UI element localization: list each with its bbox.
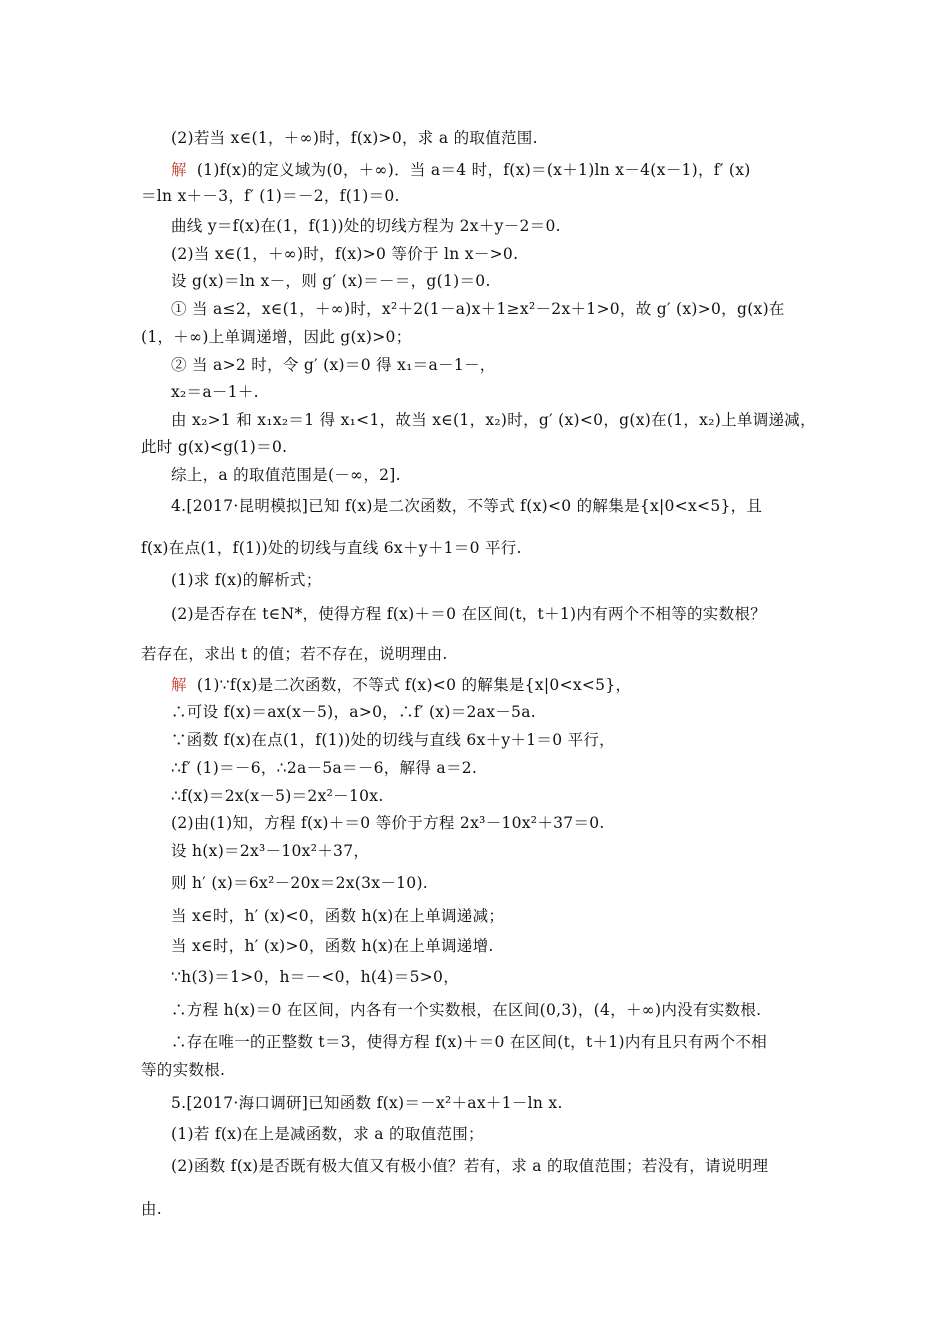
text-line bbox=[171, 465, 401, 485]
line-text: f(x)在点(1，f(1))处的切线与直线 6x＋y＋1＝0 平行. bbox=[141, 539, 522, 557]
text-line bbox=[171, 841, 369, 861]
text-line bbox=[171, 216, 561, 236]
line-text: 若存在，求出 t 的值；若不存在，说明理由. bbox=[141, 645, 448, 663]
line-text: ∴可设 f(x)＝ax(x－5)，a>0，∴f′ (x)＝2ax－5a. bbox=[171, 703, 536, 721]
line-text: ① 当 a≤2，x∈(1，＋∞)时，x²＋2(1－a)x＋1≥x²－2x＋1>0，故 g′ (x)>0，g(x)在 bbox=[171, 300, 785, 318]
line-text: 5.[2017·海口调研]已知函数 f(x)＝－x²＋ax＋1－ln x. bbox=[171, 1094, 563, 1112]
text-line bbox=[171, 271, 491, 291]
text-line bbox=[171, 873, 428, 893]
text-line bbox=[171, 382, 259, 402]
line-text: 4.[2017·昆明模拟]已知 f(x)是二次函数，不等式 f(x)<0 的解集是{x|0<x<5}，且 bbox=[171, 497, 763, 515]
text-line bbox=[171, 758, 477, 778]
line-text: ∵h(3)＝1>0，h＝－<0，h(4)＝5>0， bbox=[171, 968, 459, 986]
line-text: ＝ln x＋－3，f′ (1)＝－2，f(1)＝0. bbox=[141, 187, 400, 205]
solution-line bbox=[171, 675, 631, 695]
line-text: 设 h(x)＝2x³－10x²＋37， bbox=[171, 842, 370, 860]
text-line bbox=[171, 786, 384, 806]
text-line bbox=[171, 906, 504, 926]
text-line bbox=[141, 1060, 225, 1080]
text-line bbox=[141, 644, 448, 664]
text-line bbox=[171, 936, 494, 956]
line-text: ∵函数 f(x)在点(1，f(1))处的切线与直线 6x＋y＋1＝0 平行， bbox=[171, 731, 615, 749]
text-line bbox=[171, 570, 322, 590]
line-text: (1)求 f(x)的解析式； bbox=[171, 571, 322, 589]
solution-line bbox=[171, 160, 751, 180]
text-line bbox=[141, 437, 287, 457]
line-text: 当 x∈时，h′ (x)<0，函数 h(x)在上单调递减； bbox=[171, 907, 505, 925]
text-line bbox=[171, 410, 816, 430]
line-text: ∴f(x)＝2x(x－5)＝2x²－10x. bbox=[171, 787, 384, 805]
text-line bbox=[171, 813, 605, 833]
problem-heading bbox=[171, 496, 762, 516]
line-text: ∴f′ (1)＝－6，∴2a－5a＝－6，解得 a＝2. bbox=[171, 759, 478, 777]
text-line bbox=[171, 1124, 484, 1144]
text-line bbox=[171, 244, 518, 264]
line-text: (2)函数 f(x)是否既有极大值又有极小值？若有，求 a 的取值范围；若没有，请说明理 bbox=[171, 1157, 769, 1175]
text-line bbox=[171, 967, 459, 987]
line-text: (1)f(x)的定义域为(0，＋∞)．当 a＝4 时，f(x)＝(x＋1)ln x－4(x－1)，f′ (x) bbox=[196, 161, 751, 179]
line-text: (2)是否存在 t∈N*，使得方程 f(x)＋＝0 在区间(t，t＋1)内有两个不相等的实数根？ bbox=[171, 605, 767, 623]
line-text: (2)由(1)知，方程 f(x)＋＝0 等价于方程 2x³－10x²＋37＝0. bbox=[171, 814, 605, 832]
line-text: 当 x∈时，h′ (x)>0，函数 h(x)在上单调递增. bbox=[171, 937, 494, 955]
text-line bbox=[171, 355, 496, 375]
text-line bbox=[141, 1199, 162, 1219]
solution-mark: 解 bbox=[171, 161, 187, 179]
text-line bbox=[171, 730, 615, 750]
line-text: 则 h′ (x)＝6x²－20x＝2x(3x－10). bbox=[171, 874, 429, 892]
line-text: (1)∵f(x)是二次函数，不等式 f(x)<0 的解集是{x|0<x<5}， bbox=[196, 676, 632, 694]
text-line bbox=[171, 128, 538, 148]
text-line bbox=[171, 1156, 768, 1176]
line-text: ② 当 a>2 时，令 g′ (x)＝0 得 x₁＝a－1－， bbox=[171, 356, 496, 374]
line-text: 曲线 y＝f(x)在(1，f(1))处的切线方程为 2x＋y－2＝0. bbox=[171, 217, 561, 235]
line-text: 综上，a 的取值范围是(－∞，2]. bbox=[171, 466, 401, 484]
line-text: ∴存在唯一的正整数 t＝3，使得方程 f(x)＋＝0 在区间(t，t＋1)内有且只有两个不相 bbox=[171, 1033, 768, 1051]
line-text: (1，＋∞)上单调递增，因此 g(x)>0； bbox=[141, 328, 412, 346]
line-text: 设 g(x)＝ln x－，则 g′ (x)＝－＝，g(1)＝0. bbox=[171, 272, 491, 290]
line-text: x₂＝a－1＋. bbox=[171, 383, 259, 401]
text-line bbox=[141, 538, 522, 558]
line-text: ∴方程 h(x)＝0 在区间，内各有一个实数根，在区间(0,3)，(4，＋∞)内没有实数根. bbox=[171, 1001, 762, 1019]
text-line bbox=[171, 299, 785, 319]
solution-mark: 解 bbox=[171, 676, 187, 694]
line-text: 由 x₂>1 和 x₁x₂＝1 得 x₁<1，故当 x∈(1，x₂)时，g′ (x)<0，g(x)在(1，x₂)上单调递减， bbox=[171, 411, 816, 429]
text-line bbox=[171, 1000, 761, 1020]
line-text: (1)若 f(x)在上是减函数，求 a 的取值范围； bbox=[171, 1125, 484, 1143]
text-line bbox=[141, 186, 400, 206]
text-line bbox=[141, 327, 412, 347]
line-text: 等的实数根. bbox=[141, 1061, 226, 1079]
line-text: (2)若当 x∈(1，＋∞)时，f(x)>0，求 a 的取值范围. bbox=[171, 129, 538, 147]
text-line bbox=[171, 604, 766, 624]
line-text: (2)当 x∈(1，＋∞)时，f(x)>0 等价于 ln x－>0. bbox=[171, 245, 519, 263]
problem-heading bbox=[171, 1093, 563, 1113]
text-line bbox=[171, 1032, 767, 1052]
text-line bbox=[171, 702, 536, 722]
line-text: 此时 g(x)<g(1)＝0. bbox=[141, 438, 288, 456]
line-text: 由. bbox=[141, 1200, 163, 1218]
